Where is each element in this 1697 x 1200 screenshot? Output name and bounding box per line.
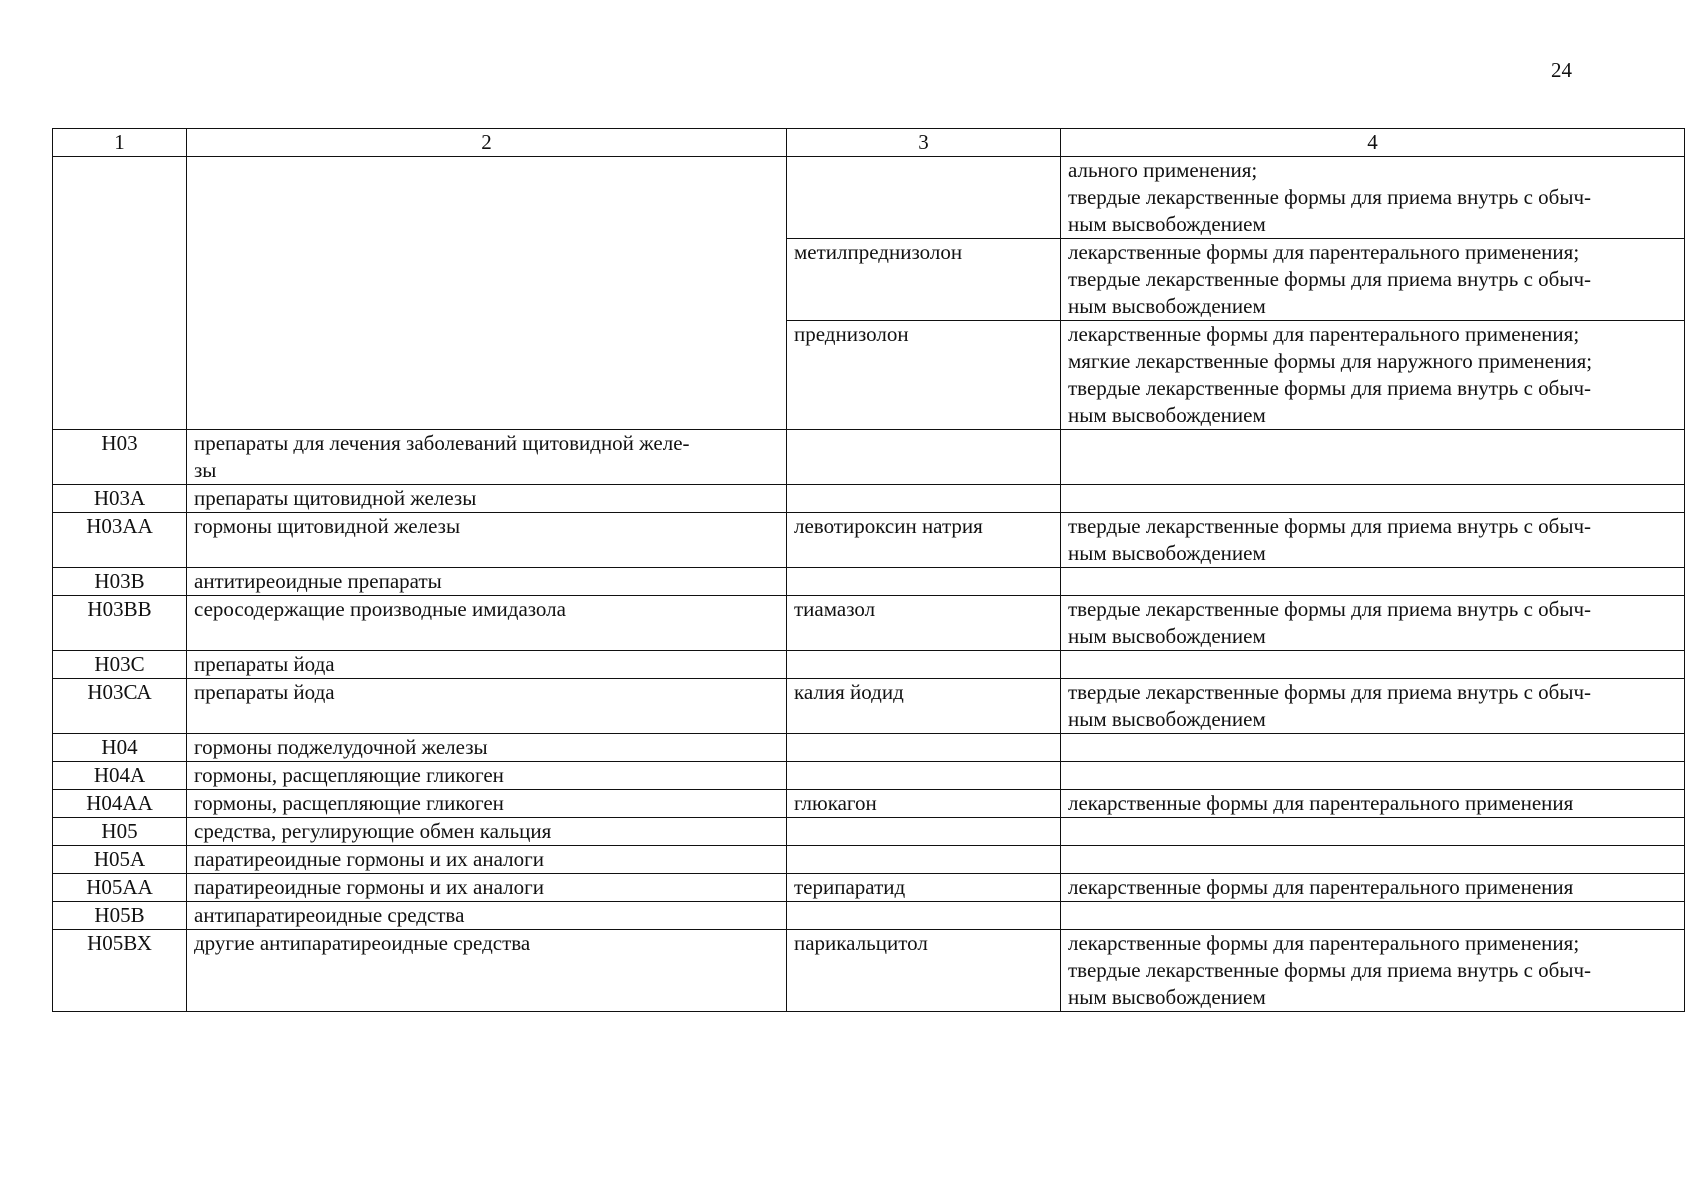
atc-code-cell: Н03С [53,651,187,679]
table-row [53,734,1685,762]
dosage-forms-cell: лекарственные формы для парентерального применения; твердые лекарственные формы для приема внутрь с обыч- ным высвобождением [1061,239,1685,321]
group-description-cell: другие антипаратиреоидные средства [187,930,787,1012]
dosage-forms-cell [1061,734,1685,762]
atc-code-cell: Н05ВХ [53,930,187,1012]
atc-code-cell: Н03ВВ [53,596,187,651]
continuation-desc-cell [187,157,787,430]
dosage-forms-cell [1061,651,1685,679]
header-col-1: 1 [53,129,187,157]
group-description-cell: гормоны поджелудочной железы [187,734,787,762]
header-col-4: 4 [1061,129,1685,157]
drug-name-cell [787,157,1061,239]
drug-name-cell: парикальцитол [787,930,1061,1012]
atc-code-cell: Н03АА [53,513,187,568]
table-row [53,874,1685,902]
drug-name-cell: глюкагон [787,790,1061,818]
dosage-forms-cell: твердые лекарственные формы для приема внутрь с обыч- ным высвобождением [1061,596,1685,651]
table-row [53,846,1685,874]
drug-name-cell [787,568,1061,596]
drug-name-cell [787,430,1061,485]
table-row [53,762,1685,790]
dosage-forms-cell [1061,430,1685,485]
drug-name-cell: тиамазол [787,596,1061,651]
group-description-cell: средства, регулирующие обмен кальция [187,818,787,846]
atc-code-cell: Н04 [53,734,187,762]
dosage-forms-cell: лекарственные формы для парентерального применения [1061,790,1685,818]
dosage-forms-cell: лекарственные формы для парентерального применения; твердые лекарственные формы для приема внутрь с обыч- ным высвобождением [1061,930,1685,1012]
dosage-forms-cell: лекарственные формы для парентерального применения; мягкие лекарственные формы для наружного применения; твердые лекарственные формы для приема внутрь с обыч- ным высвобождением [1061,321,1685,430]
header-row [53,129,1685,157]
table-row [53,513,1685,568]
drug-name-cell: метилпреднизолон [787,239,1061,321]
table-row [53,430,1685,485]
group-description-cell: препараты йода [187,651,787,679]
table-row [53,568,1685,596]
drug-name-cell: левотироксин натрия [787,513,1061,568]
continuation-code-cell [53,157,187,430]
table-row [53,930,1685,1012]
drug-name-cell [787,651,1061,679]
continuation-row-1 [53,157,1685,239]
drug-name-cell [787,902,1061,930]
atc-code-cell: Н03В [53,568,187,596]
drug-name-cell: терипаратид [787,874,1061,902]
drug-name-cell [787,762,1061,790]
medication-table [52,128,1685,1012]
table-row [53,902,1685,930]
group-description-cell: паратиреоидные гормоны и их аналоги [187,846,787,874]
header-col-3: 3 [787,129,1061,157]
atc-code-cell: Н03 [53,430,187,485]
table-row [53,818,1685,846]
group-description-cell: серосодержащие производные имидазола [187,596,787,651]
atc-code-cell: Н04АА [53,790,187,818]
atc-code-cell: Н05В [53,902,187,930]
drug-name-cell [787,734,1061,762]
drug-name-cell: калия йодид [787,679,1061,734]
table-body [53,129,1685,430]
atc-code-cell: Н04А [53,762,187,790]
group-description-cell: препараты для лечения заболеваний щитовидной желе- зы [187,430,787,485]
table-row [53,596,1685,651]
header-col-2: 2 [187,129,787,157]
dosage-forms-cell [1061,485,1685,513]
atc-code-cell: Н05 [53,818,187,846]
atc-rows [53,430,1685,1012]
dosage-forms-cell: твердые лекарственные формы для приема внутрь с обыч- ным высвобождением [1061,513,1685,568]
table-row [53,790,1685,818]
drug-name-cell [787,846,1061,874]
atc-code-cell: Н03А [53,485,187,513]
dosage-forms-cell [1061,762,1685,790]
group-description-cell: гормоны, расщепляющие гликоген [187,762,787,790]
table-row [53,485,1685,513]
atc-code-cell: Н03СА [53,679,187,734]
dosage-forms-cell [1061,818,1685,846]
group-description-cell: препараты щитовидной железы [187,485,787,513]
group-description-cell: гормоны щитовидной железы [187,513,787,568]
group-description-cell: антитиреоидные препараты [187,568,787,596]
group-description-cell: гормоны, расщепляющие гликоген [187,790,787,818]
atc-code-cell: Н05А [53,846,187,874]
table-row [53,651,1685,679]
dosage-forms-cell: лекарственные формы для парентерального применения [1061,874,1685,902]
drug-name-cell [787,818,1061,846]
dosage-forms-cell: твердые лекарственные формы для приема внутрь с обыч- ным высвобождением [1061,679,1685,734]
dosage-forms-cell [1061,846,1685,874]
page-number: 24 [1551,58,1572,82]
atc-code-cell: Н05АА [53,874,187,902]
group-description-cell: препараты йода [187,679,787,734]
drug-name-cell: преднизолон [787,321,1061,430]
dosage-forms-cell [1061,568,1685,596]
table-row [53,679,1685,734]
group-description-cell: антипаратиреоидные средства [187,902,787,930]
drug-name-cell [787,485,1061,513]
dosage-forms-cell: ального применения; твердые лекарственные формы для приема внутрь с обыч- ным высвобождением [1061,157,1685,239]
dosage-forms-cell [1061,902,1685,930]
group-description-cell: паратиреоидные гормоны и их аналоги [187,874,787,902]
